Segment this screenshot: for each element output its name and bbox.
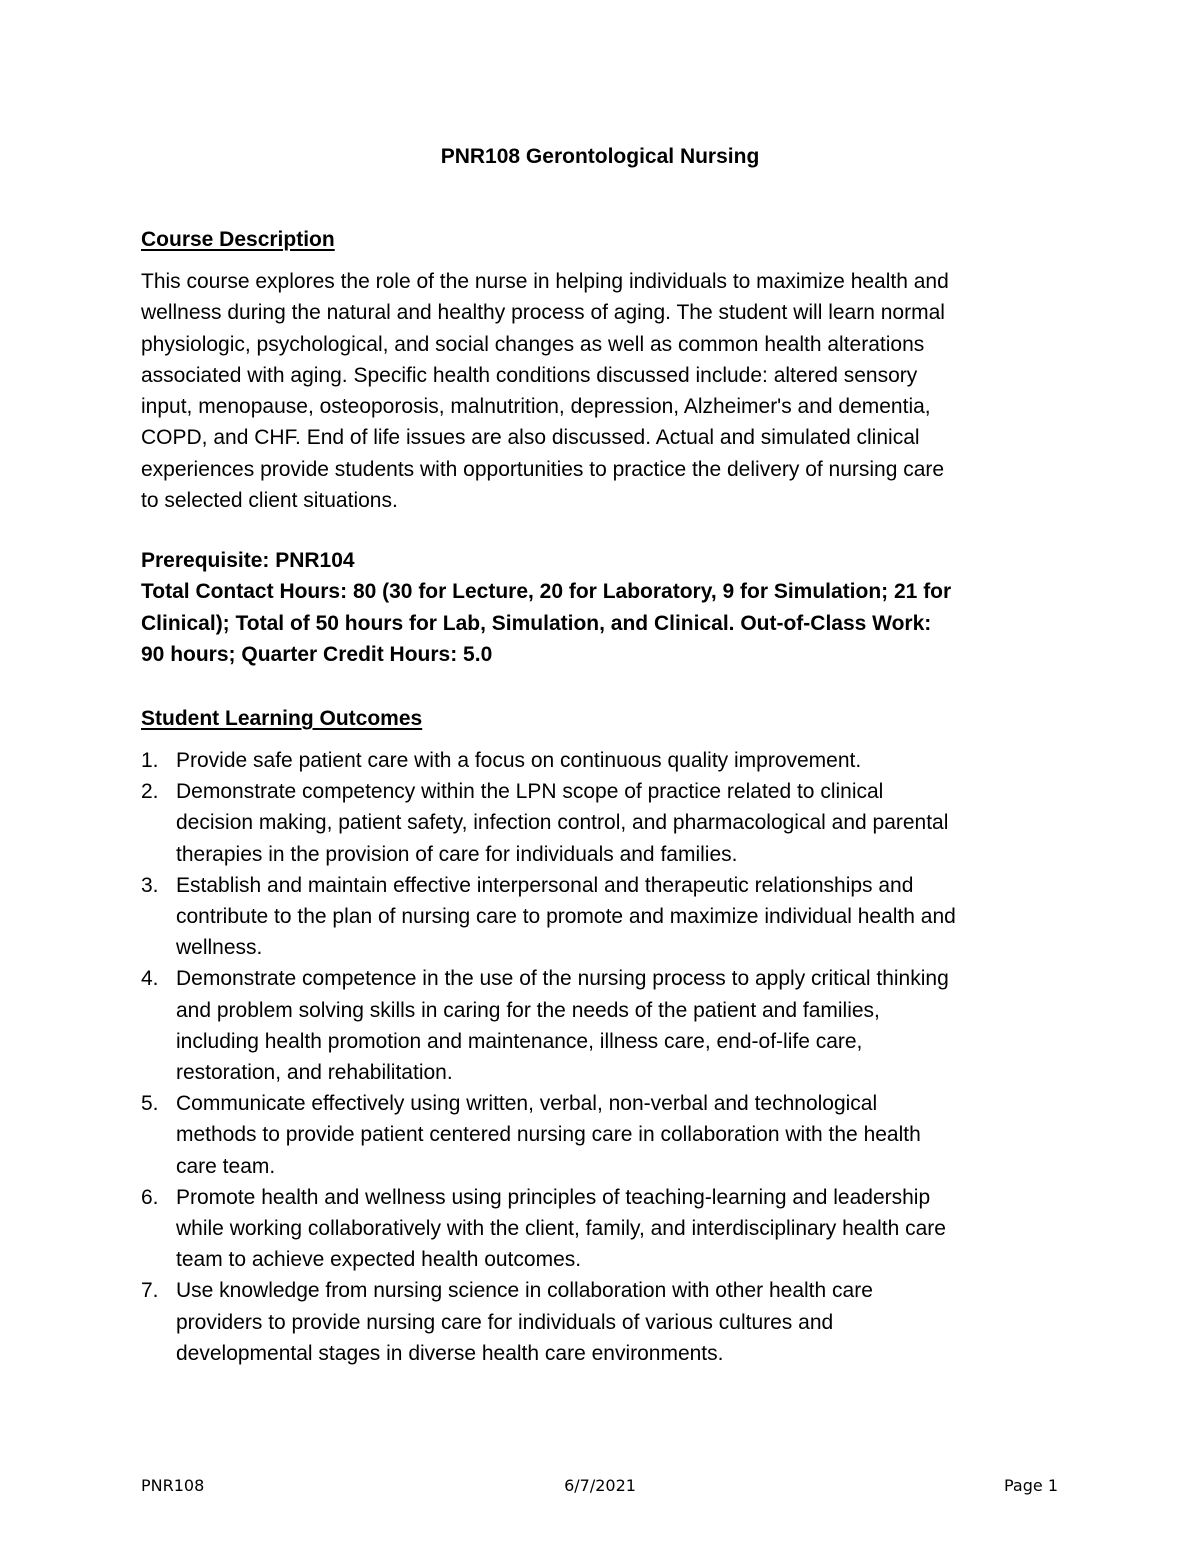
- list-item-line: decision making, patient safety, infection control, and pharmacological and parental: [176, 811, 949, 835]
- list-item-line: Communicate effectively using written, verbal, non-verbal and technological: [176, 1092, 878, 1116]
- list-item-line: methods to provide patient centered nursing care in collaboration with the health: [176, 1123, 921, 1147]
- list-item-number: 5.: [141, 1092, 159, 1116]
- list-item-number: 6.: [141, 1185, 159, 1209]
- list-item-line: Promote health and wellness using principles of teaching-learning and leadership: [176, 1185, 931, 1209]
- list-item-number: 1.: [141, 749, 159, 772]
- description-line: experiences provide students with opportunities to practice the delivery of nursing care: [141, 457, 945, 481]
- prerequisite-and-hours: [141, 545, 1071, 670]
- outcomes-list: [141, 745, 1081, 1369]
- description-line: COPD, and CHF. End of life issues are also discussed. Actual and simulated clinical: [141, 426, 920, 450]
- footer-date: 6/7/2021: [564, 1476, 636, 1495]
- list-item: [141, 1182, 1081, 1276]
- prerequisite-line: Prerequisite: PNR104: [141, 549, 355, 572]
- list-item-line: developmental stages in diverse health care environments.: [176, 1341, 724, 1365]
- list-item-line: while working collaboratively with the client, family, and interdisciplinary health care: [176, 1217, 946, 1241]
- list-item-line: wellness.: [176, 936, 263, 960]
- list-item: [141, 1275, 1081, 1369]
- contact-hours-line: Total Contact Hours: 80 (30 for Lecture, 20 for Laboratory, 9 for Simulation; 21 for: [141, 580, 952, 604]
- list-item-line: Demonstrate competence in the use of the nursing process to apply critical thinking: [176, 967, 949, 991]
- list-item-line: team to achieve expected health outcomes.: [176, 1248, 582, 1272]
- list-item: [141, 963, 1081, 1088]
- list-item-line: Establish and maintain effective interpersonal and therapeutic relationships and: [176, 873, 914, 897]
- list-item-number: 2.: [141, 780, 159, 804]
- list-item-line: Use knowledge from nursing science in collaboration with other health care: [176, 1279, 873, 1303]
- list-item-number: 4.: [141, 967, 159, 991]
- list-item-line: therapies in the provision of care for individuals and families.: [176, 842, 738, 866]
- course-description-heading: Course Description: [141, 228, 335, 251]
- course-description-paragraph: [141, 266, 1071, 516]
- list-item-number: 7.: [141, 1279, 159, 1303]
- footer-course-code: PNR108: [141, 1476, 205, 1495]
- description-line: physiologic, psychological, and social changes as well as common health alterations: [141, 332, 925, 356]
- list-item-number: 3.: [141, 873, 159, 897]
- list-item-line: care team.: [176, 1154, 276, 1178]
- description-line: input, menopause, osteoporosis, malnutrition, depression, Alzheimer's and dementia,: [141, 395, 931, 419]
- description-line: associated with aging. Specific health conditions discussed include: altered sensory: [141, 363, 918, 387]
- description-line: This course explores the role of the nurse in helping individuals to maximize health and: [141, 270, 949, 293]
- description-line: wellness during the natural and healthy process of aging. The student will learn normal: [141, 301, 945, 325]
- footer-page-number: Page 1: [1004, 1476, 1058, 1495]
- student-learning-outcomes-heading: Student Learning Outcomes: [141, 707, 423, 730]
- list-item-line: Provide safe patient care with a focus on continuous quality improvement.: [176, 749, 862, 772]
- list-item-line: providers to provide nursing care for individuals of various cultures and: [176, 1310, 834, 1334]
- contact-hours-line: Clinical); Total of 50 hours for Lab, Simulation, and Clinical. Out-of-Class Work:: [141, 611, 932, 635]
- list-item-line: Demonstrate competency within the LPN scope of practice related to clinical: [176, 780, 884, 804]
- list-item-line: restoration, and rehabilitation.: [176, 1061, 453, 1085]
- list-item-line: and problem solving skills in caring for the needs of the patient and families,: [176, 998, 880, 1022]
- list-item-line: contribute to the plan of nursing care to promote and maximize individual health and: [176, 905, 956, 929]
- description-line: to selected client situations.: [141, 489, 398, 513]
- list-item-line: including health promotion and maintenance, illness care, end-of-life care,: [176, 1029, 863, 1053]
- list-item: [141, 776, 1081, 870]
- list-item: [141, 870, 1081, 964]
- document-title: PNR108 Gerontological Nursing: [440, 145, 760, 168]
- list-item: [141, 1088, 1081, 1182]
- list-item: [141, 745, 1081, 776]
- contact-hours-line: 90 hours; Quarter Credit Hours: 5.0: [141, 642, 493, 666]
